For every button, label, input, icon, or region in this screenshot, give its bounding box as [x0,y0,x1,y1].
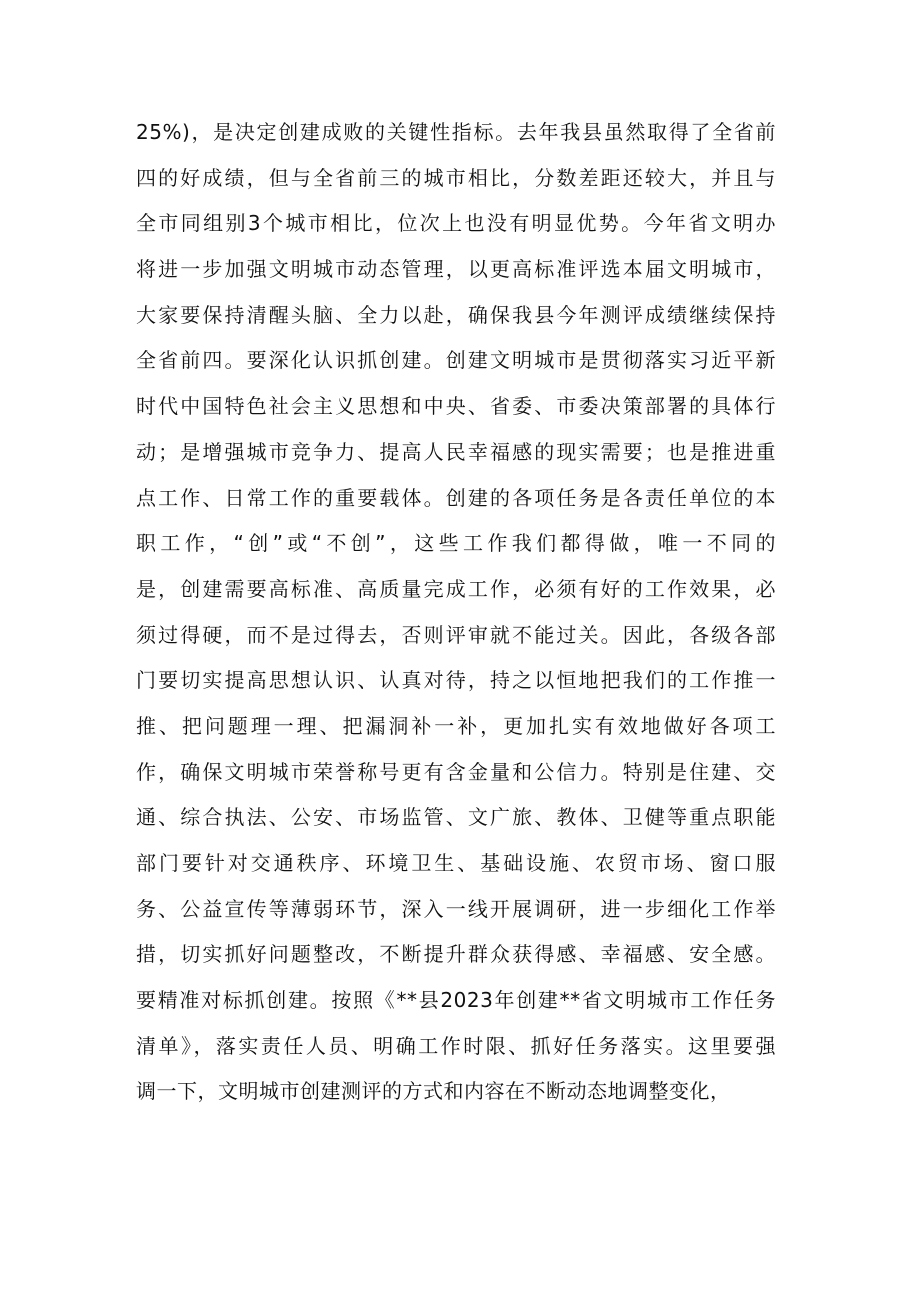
text-line: 须过得硬，而不是过得去，否则评审就不能过关。因此，各级各部 [136,622,776,647]
text-line: 点工作、日常工作的重要载体。创建的各项任务是各责任单位的本 [136,485,776,510]
text-line: 措，切实抓好问题整改，不断提升群众获得感、幸福感、安全感。 [136,942,776,967]
text-line: 部门要针对交通秩序、环境卫生、基础设施、农贸市场、窗口服 [136,851,776,875]
text-line: 门要切实提高思想认识、认真对待，持之以恒地把我们的工作推一 [136,668,776,693]
text-line: 动；是增强城市竞争力、提高人民幸福感的现实需要；也是推进重 [136,439,776,464]
text-line: 全省前四。要深化认识抓创建。创建文明城市是贯彻落实习近平新 [136,348,776,373]
text-line: 要精准对标抓创建。按照《**县2023年创建**省文明城市工作任务 [136,988,776,1013]
text-line: 是，创建需要高标准、高质量完成工作，必须有好的工作效果，必 [136,576,776,601]
text-line: 时代中国特色社会主义思想和中央、省委、市委决策部署的具体行 [136,394,776,419]
text-line: 全市同组别3个城市相比，位次上也没有明显优势。今年省文明办 [136,211,776,236]
text-line: 大家要保持清醒头脑、全力以赴，确保我县今年测评成绩继续保持 [136,302,776,327]
text-line: 作，确保文明城市荣誉称号更有含金量和公信力。特别是住建、交 [136,759,776,784]
text-line: 务、公益宣传等薄弱环节，深入一线开展调研，进一步细化工作举 [136,896,776,921]
body-text [136,110,776,1115]
text-line: 将进一步加强文明城市动态管理，以更高标准评选本届文明城市， [136,257,776,282]
text-line: 四的好成绩，但与全省前三的城市相比，分数差距还较大，并且与 [136,165,776,190]
text-line: 清单》，落实责任人员、明确工作时限、抓好任务落实。这里要强 [136,1033,776,1058]
text-line: 调一下，文明城市创建测评的方式和内容在不断动态地调整变化， [136,1079,731,1104]
text-line: 25%)，是决定创建成败的关键性指标。去年我县虽然取得了全省前 [136,120,776,144]
text-line: 推、把问题理一理、把漏洞补一补，更加扎实有效地做好各项工 [136,713,776,738]
text-line: 职工作，“创”或“不创”，这些工作我们都得做，唯一不同的 [136,531,776,556]
text-line: 通、综合执法、公安、市场监管、文广旅、教体、卫健等重点职能 [136,805,776,830]
